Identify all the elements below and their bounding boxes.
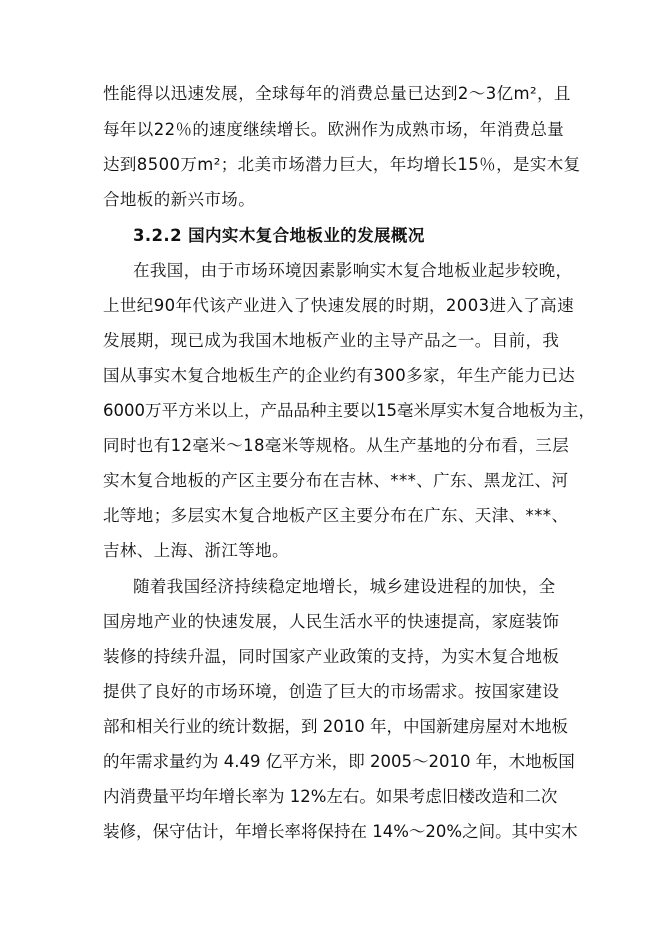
text-line: 内消费量平均年增长率为 12%左右。如果考虑旧楼改造和二次 <box>103 787 558 806</box>
text-line: 的年需求量约为 4.49 亿平方米，即 2005～2010 年，木地板国 <box>103 752 575 771</box>
text-line: 随着我国经济持续稳定地增长，城乡建设进程的加快，全 <box>133 577 556 596</box>
text-line: 每年以22％的速度继续增长。欧洲作为成熟市场，年消费总量 <box>103 120 565 139</box>
text-line: 上世纪90年代该产业进入了快速发展的时期，2003进入了高速 <box>103 296 574 315</box>
text-line: 同时也有12毫米～18毫米等规格。从生产基地的分布看，三层 <box>103 436 570 455</box>
text-line: 北等地；多层实木复合地板产区主要分布在广东、天津、***、 <box>103 506 569 525</box>
text-line: 国从事实木复合地板生产的企业约有300多家，年生产能力已达 <box>103 366 576 385</box>
text-line: 6000万平方米以上，产品品种主要以15毫米厚实木复合地板为主， <box>103 401 595 420</box>
text-line: 吉林、上海、浙江等地。 <box>103 541 289 560</box>
section-heading: 3.2.2 国内实木复合地板业的发展概况 <box>133 226 425 245</box>
text-line: 国房地产业的快速发展，人民生活水平的快速提高，家庭装饰 <box>103 612 560 631</box>
text-line: 性能得以迅速发展，全球每年的消费总量已达到2～3亿m²，且 <box>103 84 571 103</box>
text-line: 达到8500万m²；北美市场潜力巨大，年均增长15％，是实木复 <box>103 155 581 174</box>
text-line: 提供了良好的市场环境，创造了巨大的市场需求。按国家建设 <box>103 682 560 701</box>
text-line: 装修的持续升温，同时国家产业政策的支持，为实木复合地板 <box>103 647 560 666</box>
text-line: 部和相关行业的统计数据，到 2010 年，中国新建房屋对木地板 <box>103 717 568 736</box>
text-line: 装修，保守估计，年增长率将保持在 14%～20%之间。其中实木 <box>103 822 578 841</box>
text-line: 实木复合地板的产区主要分布在吉林、***、广东、黑龙江、河 <box>103 471 569 490</box>
text-line: 发展期，现已成为我国木地板产业的主导产品之一。目前，我 <box>103 331 560 350</box>
text-line: 合地板的新兴市场。 <box>103 190 256 209</box>
text-line: 在我国，由于市场环境因素影响实木复合地板业起步较晚， <box>133 261 573 280</box>
